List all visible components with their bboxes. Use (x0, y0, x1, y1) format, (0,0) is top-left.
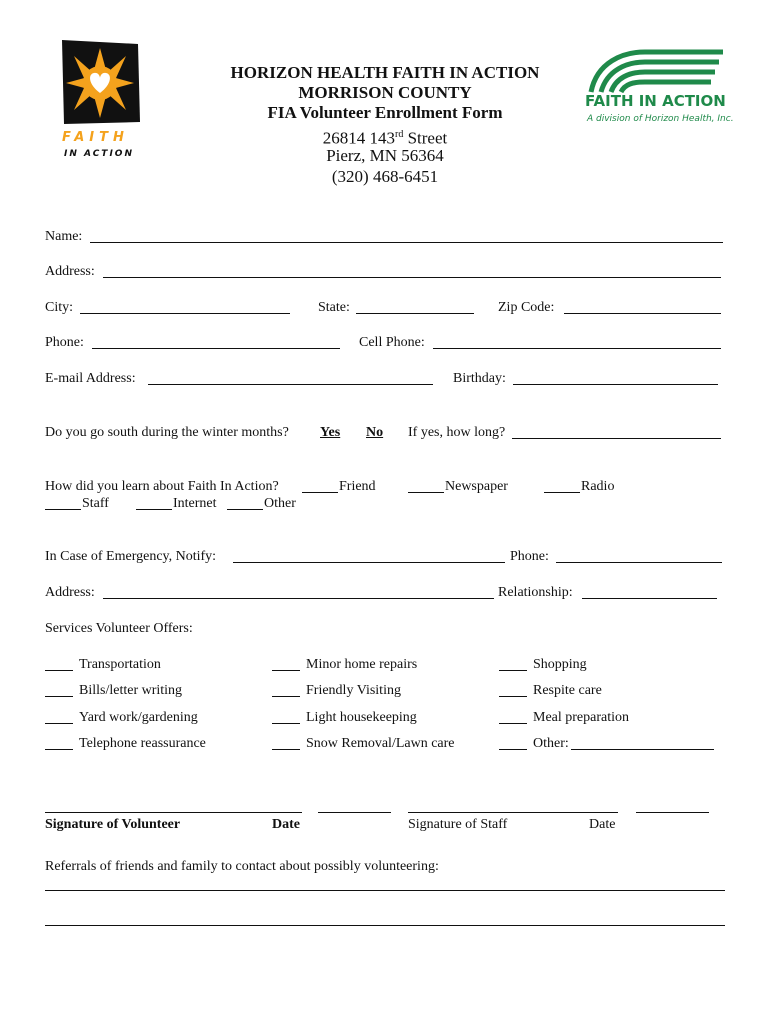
phone-field[interactable] (92, 348, 340, 349)
radio-option: Radio (581, 479, 615, 494)
newspaper-option: Newspaper (445, 479, 508, 494)
other-source-option: Other (264, 496, 296, 511)
zip-field[interactable] (564, 313, 721, 314)
volunteer-signature-field[interactable] (45, 812, 302, 813)
name-field[interactable] (90, 242, 723, 243)
birthday-field[interactable] (513, 384, 718, 385)
service-checkbox[interactable] (499, 749, 527, 750)
email-label: E-mail Address: (45, 371, 136, 386)
winter-question: Do you go south during the winter months? (45, 425, 289, 440)
service-item-label: Telephone reassurance (79, 736, 206, 751)
state-label: State: (318, 300, 350, 315)
other-source-blank[interactable] (227, 509, 263, 510)
phone-label: Phone: (45, 335, 84, 350)
staff-signature-field[interactable] (408, 812, 618, 813)
friend-option: Friend (339, 479, 376, 494)
referral-line-2[interactable] (45, 925, 725, 926)
service-item-label: Yard work/gardening (79, 710, 198, 725)
service-checkbox[interactable] (45, 696, 73, 697)
service-checkbox[interactable] (272, 670, 300, 671)
service-other-field[interactable] (571, 749, 714, 750)
internet-option: Internet (173, 496, 217, 511)
services-heading: Services Volunteer Offers: (45, 621, 193, 636)
emergency-address-label: Address: (45, 585, 95, 600)
service-item-label: Friendly Visiting (306, 683, 401, 698)
birthday-label: Birthday: (453, 371, 506, 386)
service-checkbox[interactable] (272, 696, 300, 697)
service-checkbox[interactable] (499, 696, 527, 697)
address-label: Address: (45, 264, 95, 279)
relationship-label: Relationship: (498, 585, 573, 600)
staff-blank[interactable] (45, 509, 81, 510)
logo-right-name: FAITH IN ACTION (585, 92, 726, 110)
logo-left-word1: FAITH (62, 130, 129, 145)
service-item-label: Other: (533, 736, 569, 751)
volunteer-date-field[interactable] (318, 812, 391, 813)
sun-heart-icon (58, 38, 143, 128)
referrals-label: Referrals of friends and family to contact about possibly volunteering: (45, 859, 439, 874)
staff-signature-label: Signature of Staff (408, 817, 508, 832)
staff-option: Staff (82, 496, 109, 511)
relationship-field[interactable] (582, 598, 717, 599)
name-label: Name: (45, 229, 83, 244)
emergency-address-field[interactable] (103, 598, 494, 599)
how-long-field[interactable] (512, 438, 721, 439)
volunteer-date-label: Date (272, 817, 300, 832)
service-checkbox[interactable] (272, 749, 300, 750)
service-checkbox[interactable] (45, 723, 73, 724)
service-item-label: Shopping (533, 657, 587, 672)
header-city: Pierz, MN 56364 (326, 146, 444, 165)
winter-no-option[interactable]: No (366, 425, 384, 440)
header-county: MORRISON COUNTY (298, 83, 472, 102)
zip-label: Zip Code: (498, 300, 555, 315)
service-checkbox[interactable] (499, 723, 527, 724)
state-field[interactable] (356, 313, 474, 314)
cell-phone-label: Cell Phone: (359, 335, 425, 350)
staff-date-field[interactable] (636, 812, 709, 813)
logo-left-word2: IN ACTION (64, 149, 134, 159)
service-checkbox[interactable] (45, 749, 73, 750)
city-label: City: (45, 300, 74, 315)
service-item-label: Minor home repairs (306, 657, 418, 672)
email-field[interactable] (148, 384, 433, 385)
emergency-phone-field[interactable] (556, 562, 722, 563)
service-checkbox[interactable] (499, 670, 527, 671)
address-field[interactable] (103, 277, 721, 278)
internet-blank[interactable] (136, 509, 172, 510)
newspaper-blank[interactable] (408, 492, 444, 493)
service-checkbox[interactable] (45, 670, 73, 671)
header-title: HORIZON HEALTH FAITH IN ACTION (230, 63, 540, 82)
emergency-phone-label: Phone: (510, 549, 549, 564)
how-long-label: If yes, how long? (408, 425, 506, 440)
staff-date-label: Date (589, 817, 616, 832)
faith-in-action-logo-left (58, 38, 143, 168)
learn-question: How did you learn about Faith In Action? (45, 479, 279, 494)
service-item-label: Snow Removal/Lawn care (306, 736, 455, 751)
city-field[interactable] (80, 313, 290, 314)
friend-blank[interactable] (302, 492, 338, 493)
volunteer-signature-label: Signature of Volunteer (45, 817, 181, 832)
header-street: 26814 143rd Street (322, 128, 448, 148)
emergency-notify-label: In Case of Emergency, Notify: (45, 549, 217, 564)
radio-blank[interactable] (544, 492, 580, 493)
faith-in-action-logo-right (583, 48, 734, 130)
service-item-label: Respite care (533, 683, 602, 698)
service-item-label: Bills/letter writing (79, 683, 183, 698)
header-form-title: FIA Volunteer Enrollment Form (267, 103, 503, 122)
emergency-notify-field[interactable] (233, 562, 505, 563)
winter-yes-option[interactable]: Yes (320, 425, 341, 440)
logo-right-tagline: A division of Horizon Health, Inc. (587, 114, 734, 124)
service-checkbox[interactable] (272, 723, 300, 724)
referral-line-1[interactable] (45, 890, 725, 891)
rainbow-arches-icon (583, 48, 728, 93)
header-phone: (320) 468-6451 (331, 167, 439, 186)
service-item-label: Transportation (79, 657, 161, 672)
service-item-label: Meal preparation (533, 710, 630, 725)
cell-phone-field[interactable] (433, 348, 721, 349)
service-item-label: Light housekeeping (306, 710, 417, 725)
